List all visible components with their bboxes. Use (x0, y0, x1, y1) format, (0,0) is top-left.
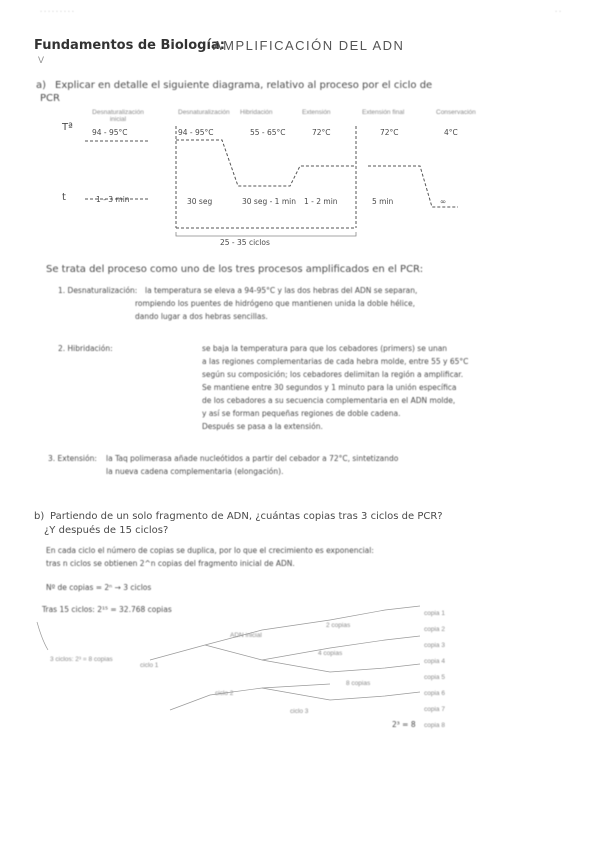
time-2: 30 seg (187, 197, 213, 206)
time-1: 1 - 3 min (96, 195, 130, 204)
answer-a-item1-line2: rompiendo los puentes de hidrógeno que mantienen unida la doble hélice, (135, 299, 415, 308)
answer-a-item2-line4: Se mantiene entre 30 segundos y 1 minuto para la unión específica (202, 383, 457, 392)
answer-a-item2-key: 2. Hibridación: (58, 344, 113, 353)
copy-label-2: copia 2 (424, 626, 445, 633)
answer-a-item2-line3: según su composición; los cebadores delimitan la región a amplificar. (202, 370, 464, 379)
answer-a-item3-line1: la Taq polimerasa añade nucleótidos a partir del cebador a 72°C, sintetizando (106, 454, 399, 463)
time-4: 1 - 2 min (304, 197, 338, 206)
temp-1: 94 - 95°C (92, 128, 128, 137)
question-b-number: b) (34, 511, 45, 522)
answer-a-item1-line1: la temperatura se eleva a 94-95°C y las dos hebras del ADN se separan, (145, 286, 418, 295)
temp-6: 4°C (444, 128, 458, 137)
tree-label-3: ciclo 2 (215, 690, 234, 697)
tree-label-6: 4 copias (318, 650, 343, 657)
temp-3: 55 - 65°C (250, 128, 286, 137)
answer-a-item2-line6: y así se forman pequeñas regiones de doble cadena. (202, 409, 401, 418)
page-title: AMPLIFICACIÓN DEL ADN (213, 38, 405, 53)
stage-header-3: Hibridación (240, 109, 273, 116)
answer-b-formula2: Tras 15 ciclos: 2¹⁵ = 32.768 copias (42, 605, 172, 614)
answer-a-item1-key: 1. Desnaturalización: (58, 286, 138, 295)
time-5: 5 min (372, 197, 394, 206)
tree-label-7: 8 copias (346, 680, 371, 687)
answer-a-lead: Se trata del proceso como uno de los tres procesos amplificados en el PCR: (46, 264, 424, 275)
question-a-line1: Explicar en detalle el siguiente diagrama, relativo al proceso por el ciclo de (55, 80, 433, 91)
answer-b-formula1: Nº de copias = 2ⁿ → 3 ciclos (46, 583, 152, 592)
answer-a-item1-line3: dando lugar a dos hebras sencillas. (135, 312, 268, 321)
question-a-line2: PCR (40, 93, 60, 104)
diagram-temp-label: Tª (62, 122, 73, 133)
copy-label-4: copia 4 (424, 658, 445, 665)
cycles-label: 25 - 35 ciclos (220, 238, 270, 247)
tree-label-1: ADN inicial (230, 632, 262, 639)
answer-a-item2-line7: Después se pasa a la extensión. (202, 422, 323, 431)
tree-label-8: 2³ = 8 (392, 720, 416, 729)
stage-header-4: Extensión (302, 109, 331, 116)
answer-a-item2-line5: de los cebadores a su secuencia complementaria en el ADN molde, (202, 396, 456, 405)
answer-a-item2-line2: a las regiones complementarias de cada hebra molde, entre 55 y 65°C (202, 357, 469, 366)
time-3: 30 seg - 1 min (242, 197, 296, 206)
stage-header-6: Conservación (436, 109, 476, 116)
answer-a-item2-line1: se baja la temperatura para que los cebadores (primers) se unan (202, 344, 448, 353)
answer-b-side-note: 3 ciclos: 2³ = 8 copias (50, 656, 113, 663)
title-subnote: V (38, 55, 45, 65)
copy-label-8: copia 8 (424, 722, 445, 729)
stage-header-2: Desnaturalización (178, 109, 230, 116)
page-header-marks: · · · · · · · · · (40, 8, 74, 15)
diagram-time-label: t (62, 192, 66, 203)
temp-2: 94 - 95°C (178, 128, 214, 137)
title-prefix: Fundamentos de Biología: (34, 38, 225, 53)
question-b-line1: Partiendo de un solo fragmento de ADN, ¿cuántas copias tras 3 ciclos de PCR? (50, 511, 443, 522)
page-corner-marks: · · (555, 8, 562, 15)
copy-label-1: copia 1 (424, 610, 445, 617)
answer-b-line2: tras n ciclos se obtienen 2^n copias del fragmento inicial de ADN. (46, 559, 295, 568)
answer-b-line1: En cada ciclo el número de copias se duplica, por lo que el crecimiento es exponencial: (46, 546, 374, 555)
time-6: ∞ (440, 197, 447, 206)
question-a-number: a) (36, 80, 47, 91)
stage-header-5: Extensión final (362, 109, 405, 116)
tree-label-4: ciclo 3 (290, 708, 309, 715)
stage-header-1: Desnaturalización inicial (92, 109, 144, 123)
tree-label-2: ciclo 1 (140, 662, 159, 669)
copy-label-5: copia 5 (424, 674, 445, 681)
copy-label-6: copia 6 (424, 690, 445, 697)
temp-5: 72°C (380, 128, 399, 137)
question-b-line2: ¿Y después de 15 ciclos? (44, 525, 169, 536)
copy-label-3: copia 3 (424, 642, 445, 649)
answer-a-item3-key: 3. Extensión: (48, 454, 97, 463)
copy-label-7: copia 7 (424, 706, 445, 713)
temp-4: 72°C (312, 128, 331, 137)
answer-a-item3-line2: la nueva cadena complementaria (elongación). (106, 467, 284, 476)
tree-label-5: 2 copias (326, 622, 351, 629)
